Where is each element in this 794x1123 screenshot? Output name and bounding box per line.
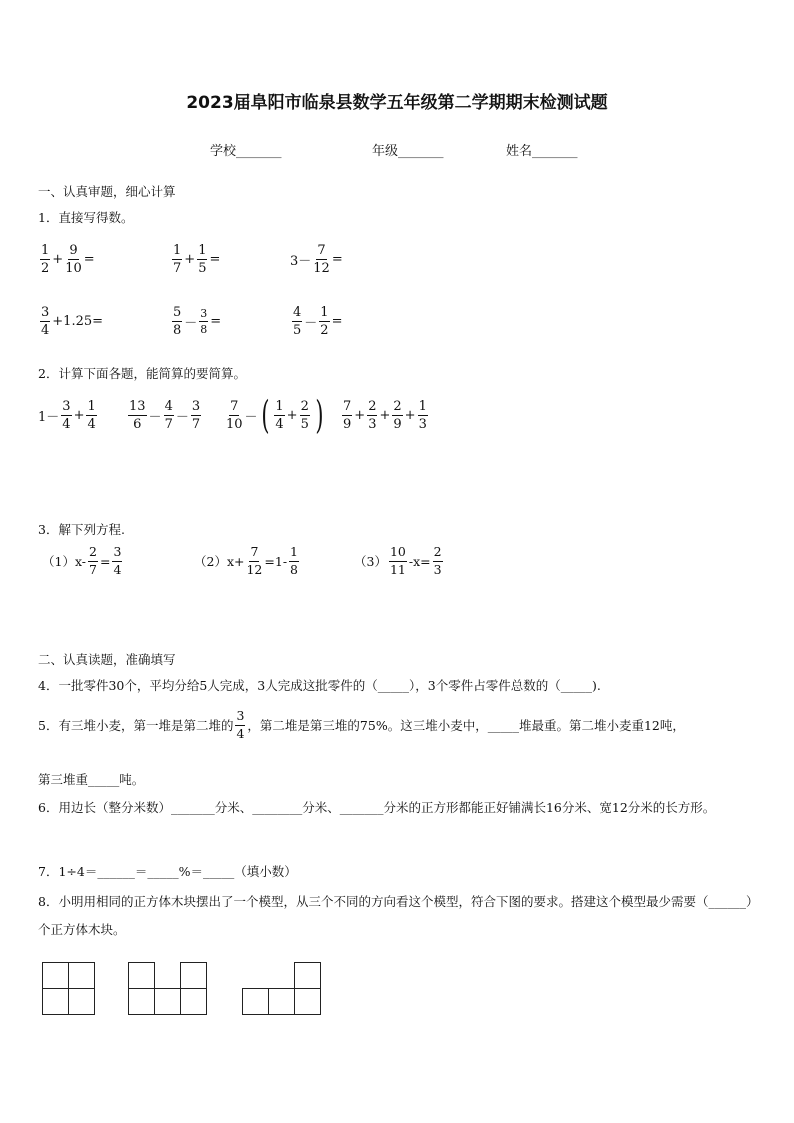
denominator: 9 — [343, 417, 352, 432]
numerator: 3 — [112, 546, 122, 562]
q5-line-2: 第三堆重_____吨。 — [38, 772, 145, 787]
denominator: 4 — [87, 417, 96, 432]
tag: （2） — [194, 554, 227, 569]
equals: = — [210, 314, 222, 329]
grade-blank: _______ — [398, 144, 444, 159]
operator: － — [148, 410, 162, 425]
middle: = — [99, 553, 111, 569]
operator: + — [354, 408, 366, 423]
q3-eq-1 — [42, 546, 124, 576]
prefix: 1－ — [38, 410, 60, 425]
numerator: 3 — [200, 307, 208, 320]
q2-expr-3 — [224, 393, 327, 437]
q1-item-4 — [38, 306, 103, 337]
denominator: 7 — [89, 561, 97, 577]
numerator: 3 — [62, 399, 71, 414]
denominator: 5 — [198, 261, 207, 276]
block-square — [294, 988, 321, 1015]
left-paren: ( — [260, 393, 270, 437]
school-label: 学校 — [210, 144, 237, 159]
denominator: 3 — [368, 417, 377, 432]
block-square — [128, 988, 155, 1015]
numerator: 2 — [88, 546, 98, 562]
operator: + — [379, 408, 391, 423]
q2-label: 2．计算下面各题，能简算的要简算。 — [38, 366, 246, 381]
tag: （1） — [42, 554, 75, 569]
denominator: 2 — [320, 323, 329, 338]
block-square — [180, 962, 207, 989]
denominator: 5 — [293, 323, 302, 338]
q1-item-1 — [38, 244, 95, 275]
numerator: 1 — [87, 399, 96, 414]
right-paren: ) — [315, 393, 324, 437]
q1-item-3 — [290, 244, 343, 275]
block-square — [242, 988, 269, 1015]
q2-expr-1 — [38, 400, 99, 431]
middle: =1- — [264, 553, 288, 569]
q5-line-1 — [38, 710, 685, 740]
grade-label: 年级 — [372, 144, 399, 159]
block-square — [268, 988, 295, 1015]
denominator: 11 — [389, 561, 406, 577]
name-label: 姓名 — [506, 144, 533, 159]
numerator: 5 — [173, 305, 182, 320]
q5-text-2: ，第二堆是第三堆的75%。这三堆小麦中，_____堆最重。第二堆小麦重12吨， — [247, 718, 685, 733]
q2-expr-2 — [126, 400, 203, 431]
denominator: 4 — [275, 416, 284, 432]
numerator: 3 — [191, 399, 201, 414]
operator: － — [304, 316, 318, 331]
school-field — [210, 140, 282, 159]
numerator: 2 — [433, 546, 443, 562]
operator: + — [184, 252, 196, 267]
denominator: 5 — [300, 416, 309, 432]
q1-item-5 — [170, 306, 221, 337]
denominator: 4 — [113, 561, 122, 577]
q1-item-2 — [170, 244, 220, 275]
q3-label: 3．解下列方程. — [38, 522, 125, 537]
block-square — [68, 962, 95, 989]
denominator: 6 — [133, 417, 142, 432]
numerator: 1 — [289, 546, 299, 562]
block-square — [42, 988, 69, 1015]
numerator: 7 — [230, 398, 239, 414]
section-2-title: 二、认真读题，准确填写 — [38, 652, 176, 667]
numerator: 4 — [164, 399, 173, 414]
operator: + — [52, 252, 64, 267]
suffix: +1.25= — [52, 314, 104, 329]
denominator: 8 — [200, 323, 208, 336]
numerator: 1 — [275, 398, 284, 414]
denominator: 3 — [433, 561, 442, 577]
equals: = — [83, 252, 95, 267]
numerator: 2 — [393, 399, 402, 414]
block-square — [294, 962, 321, 989]
school-blank: _______ — [236, 144, 282, 159]
q7: 7．1÷4＝______＝_____%＝_____（填小数） — [38, 864, 297, 879]
denominator: 12 — [313, 261, 330, 276]
name-blank: _______ — [532, 144, 578, 159]
denominator: 3 — [418, 417, 427, 432]
q8: 8．小明用相同的正方体木块摆出了一个模型，从三个不同的方向看这个模型，符合下图的要求。搭建这个模型最少需要（______）个正方体木块。 — [38, 894, 759, 937]
denominator: 7 — [164, 417, 173, 432]
denominator: 4 — [62, 417, 71, 432]
q1-item-6 — [290, 306, 342, 337]
numerator: 7 — [317, 243, 326, 258]
equals: = — [331, 314, 343, 329]
numerator: 1 — [41, 243, 50, 258]
page-title: 2023届阜阳市临泉县数学五年级第二学期期末检测试题 — [186, 93, 608, 113]
numerator: 2 — [300, 398, 309, 414]
numerator: 3 — [41, 305, 50, 320]
q1-label: 1．直接写得数。 — [38, 210, 134, 225]
q4: 4．一批零件30个，平均分给5人完成，3人完成这批零件的（_____），3个零件占零件总数的（_____). — [38, 678, 601, 693]
numerator: 1 — [173, 243, 182, 258]
tag: （3） — [354, 554, 387, 569]
denominator: 4 — [236, 725, 245, 741]
operator: + — [286, 407, 298, 423]
numerator: 13 — [129, 399, 146, 414]
numerator: 3 — [235, 710, 245, 726]
denominator: 7 — [191, 417, 201, 432]
numerator: 1 — [198, 243, 207, 258]
block-square — [128, 962, 155, 989]
block-square — [42, 962, 69, 989]
operator: + — [404, 408, 416, 423]
denominator: 7 — [173, 261, 182, 276]
operator: + — [73, 408, 85, 423]
q6: 6．用边长（整分米数）_______分米、________分米、_______分米的正方形都能正好铺满长16分米、宽12分米的长方形。 — [38, 800, 716, 815]
denominator: 10 — [226, 416, 243, 432]
section-1-title: 一、认真审题，细心计算 — [38, 184, 176, 199]
numerator: 7 — [343, 399, 352, 414]
middle: -x= — [408, 553, 431, 569]
numerator: 10 — [389, 546, 407, 562]
denominator: 10 — [65, 261, 82, 276]
denominator: 8 — [173, 323, 182, 338]
q5-text-1: 5．有三堆小麦，第一堆是第二堆的 — [38, 718, 234, 733]
q3-eq-2 — [194, 546, 301, 576]
block-square — [154, 988, 181, 1015]
prefix: x+ — [226, 553, 245, 569]
numerator: 7 — [249, 546, 259, 562]
denominator: 2 — [41, 261, 50, 276]
equals: = — [331, 252, 343, 267]
numerator: 4 — [293, 305, 302, 320]
numerator: 1 — [320, 305, 329, 320]
denominator: 4 — [41, 323, 50, 338]
operator: － — [175, 410, 189, 425]
numerator: 1 — [418, 399, 427, 414]
denominator: 8 — [290, 561, 298, 577]
numerator: 9 — [69, 243, 78, 258]
prefix: x- — [74, 553, 87, 569]
numerator: 2 — [368, 399, 377, 414]
prefix: 3－ — [290, 254, 312, 269]
denominator: 12 — [246, 561, 263, 577]
q2-expr-4 — [340, 400, 430, 431]
grade-field — [372, 140, 444, 159]
block-square — [68, 988, 95, 1015]
equals: = — [209, 252, 221, 267]
name-field — [506, 140, 578, 159]
operator: － — [184, 316, 198, 331]
q3-eq-3 — [354, 546, 445, 576]
block-square — [180, 988, 207, 1015]
denominator: 9 — [393, 417, 402, 432]
operator: － — [244, 409, 258, 425]
